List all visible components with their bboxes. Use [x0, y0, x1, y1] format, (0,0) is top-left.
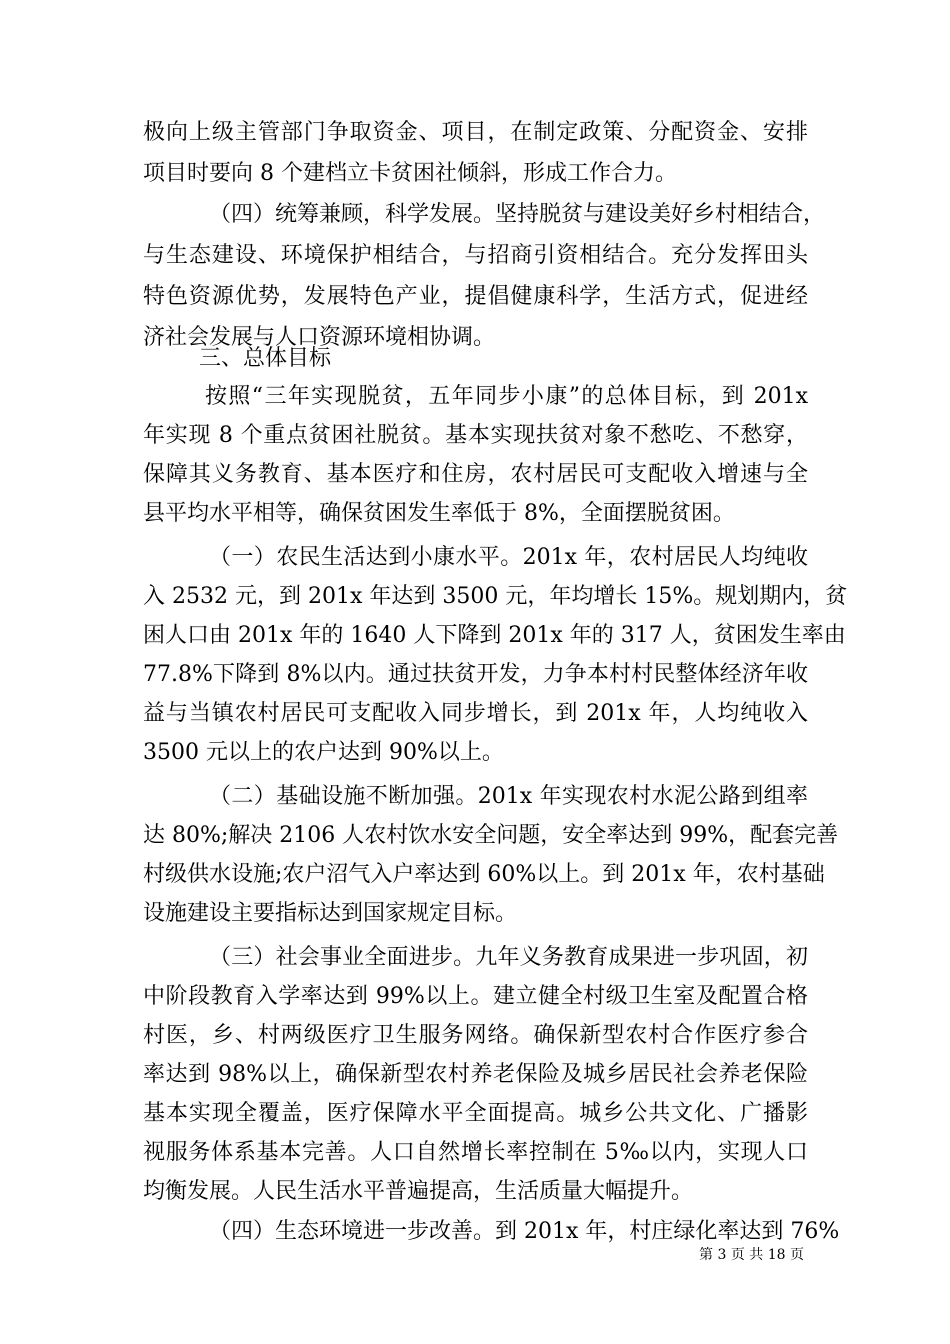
text-line: 率达到 98%以上，确保新型农村养老保险及城乡居民社会养老保险: [143, 1062, 808, 1087]
text-line: 与生态建设、环境保护相结合，与招商引资相结合。充分发挥田头: [143, 243, 808, 268]
section-heading: 三、总体目标: [199, 346, 332, 371]
text-line: （二）基础设施不断加强。201x 年实现农村水泥公路到组率: [209, 784, 808, 809]
text-line: （一）农民生活达到小康水平。201x 年，农村居民人均纯收: [209, 545, 808, 570]
text-line: （三）社会事业全面进步。九年义务教育成果进一步巩固，初: [209, 945, 808, 970]
text-line: 项目时要向 8 个建档立卡贫困社倾斜，形成工作合力。: [143, 161, 677, 186]
text-line: 视服务体系基本完善。人口自然增长率控制在 5‰以内，实现人口: [143, 1140, 808, 1165]
page-number: 第 3 页 共 18 页: [699, 1247, 804, 1263]
text-line: （四）生态环境进一步改善。到 201x 年，村庄绿化率达到 76%: [209, 1219, 840, 1244]
text-line: 中阶段教育入学率达到 99%以上。建立健全村级卫生室及配置合格: [143, 984, 808, 1009]
text-line: 设施建设主要指标达到国家规定目标。: [143, 901, 518, 926]
text-line: 特色资源优势，发展特色产业，提倡健康科学，生活方式，促进经: [143, 284, 808, 309]
text-line: 基本实现全覆盖，医疗保障水平全面提高。城乡公共文化、广播影: [143, 1101, 808, 1126]
text-line: 年实现 8 个重点贫困社脱贫。基本实现扶贫对象不愁吃、不愁穿，: [143, 423, 808, 448]
text-line: 济社会发展与人口资源环境相协调。: [143, 325, 496, 350]
text-line: 县平均水平相等，确保贫困发生率低于 8%，全面摆脱贫困。: [143, 501, 735, 526]
text-line: 3500 元以上的农户达到 90%以上。: [143, 740, 504, 765]
text-line: 达 80%;解决 2106 人农村饮水安全问题，安全率达到 99%，配套完善: [143, 823, 839, 848]
text-line: 77.8%下降到 8%以内。通过扶贫开发，力争本村村民整体经济年收: [143, 662, 808, 687]
text-line: 益与当镇农村居民可支配收入同步增长，到 201x 年，人均纯收入: [143, 701, 808, 726]
text-line: 村级供水设施;农户沼气入户率达到 60%以上。到 201x 年，农村基础: [143, 862, 825, 887]
text-line: 按照“三年实现脱贫，五年同步小康”的总体目标，到 201x: [205, 384, 808, 409]
text-line: （四）统筹兼顾，科学发展。坚持脱贫与建设美好乡村相结合，: [209, 202, 826, 227]
text-line: 保障其义务教育、基本医疗和住房，农村居民可支配收入增速与全: [143, 462, 808, 487]
text-line: 村医，乡、村两级医疗卫生服务网络。确保新型农村合作医疗参合: [143, 1023, 808, 1048]
text-line: 困人口由 201x 年的 1640 人下降到 201x 年的 317 人，贫困发生率由: [143, 623, 846, 648]
text-line: 均衡发展。人民生活水平普遍提高，生活质量大幅提升。: [143, 1179, 694, 1204]
text-line: 极向上级主管部门争取资金、项目，在制定政策、分配资金、安排: [143, 120, 808, 145]
page-footer: [0, 1246, 950, 1264]
text-line: 入 2532 元，到 201x 年达到 3500 元，年均增长 15%。规划期内，贫: [143, 584, 848, 609]
